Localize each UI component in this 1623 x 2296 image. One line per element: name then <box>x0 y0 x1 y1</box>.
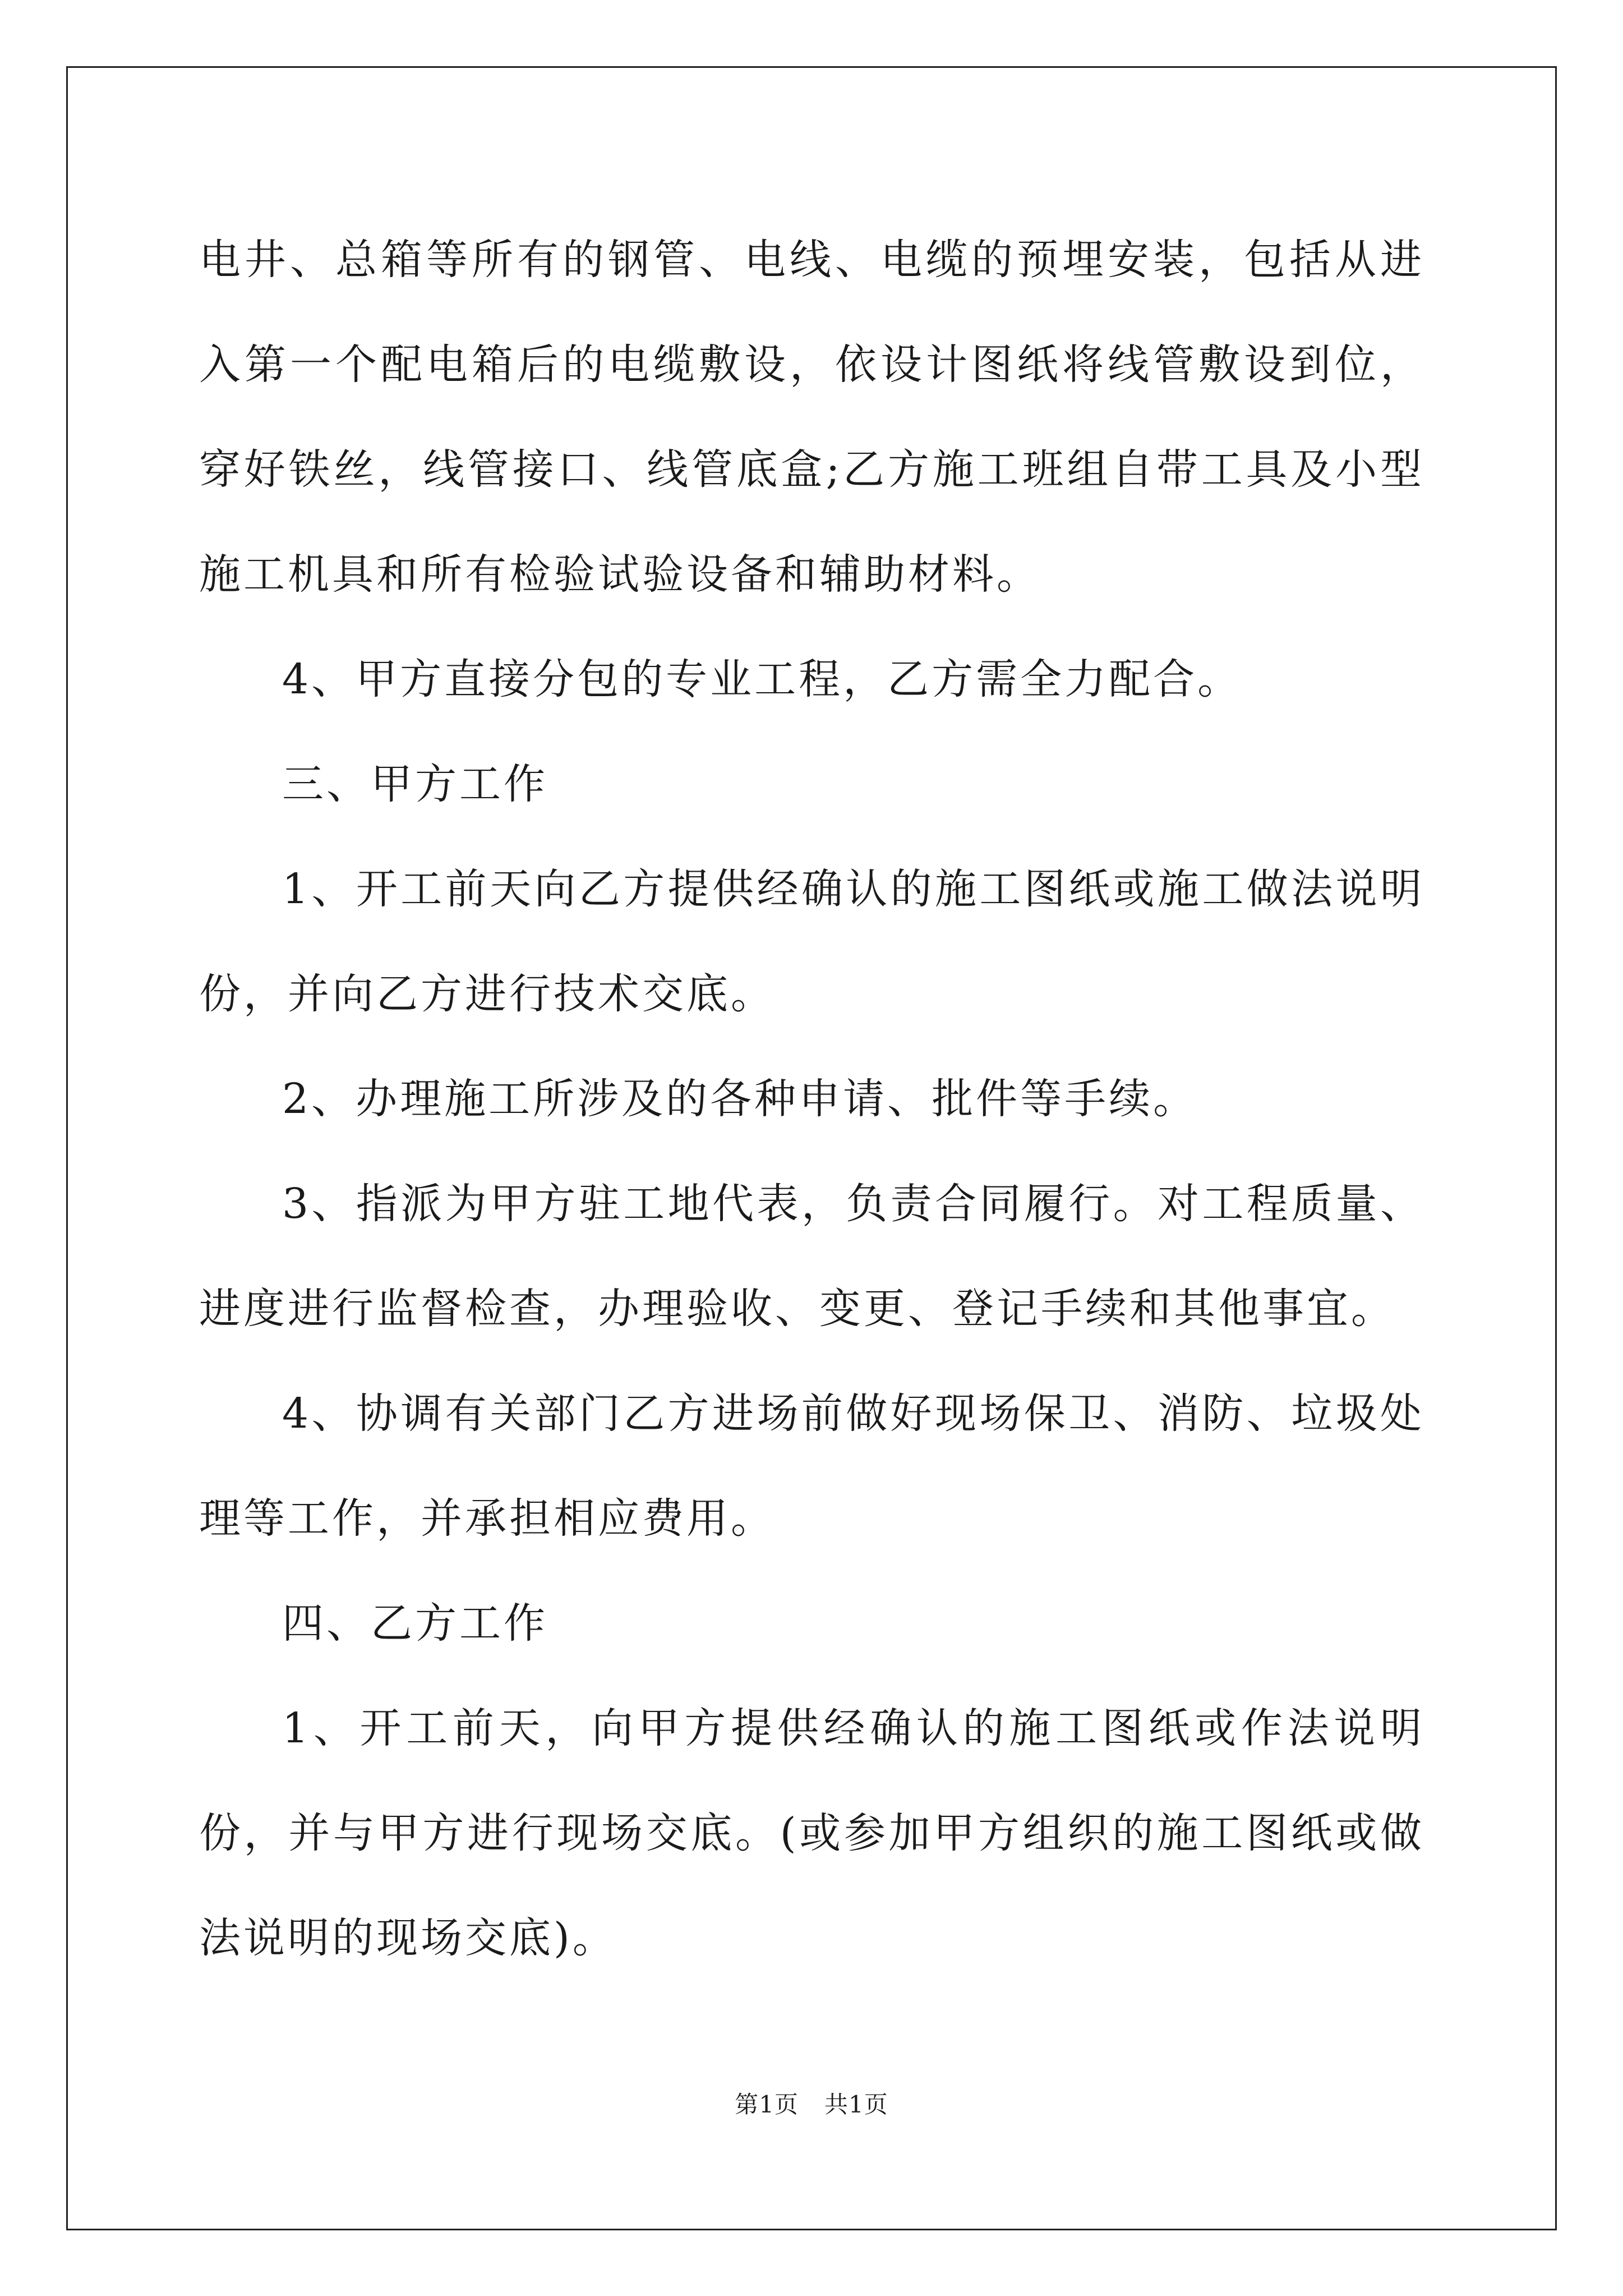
paragraph-section-3-item-1: 1、开工前天向乙方提供经确认的施工图纸或施工做法说明份，并向乙方进行技术交底。 <box>199 865 1424 1018</box>
paragraph-section-3-item-3: 3、指派为甲方驻工地代表，负责合同履行。对工程质量、进度进行监督检查，办理验收、变更、登记手续和其他事宜。 <box>199 1180 1424 1333</box>
paragraph-continued: 电井、总箱等所有的钢管、电线、电缆的预埋安装，包括从进入第一个配电箱后的电缆敷设，依设计图纸将线管敷设到位，穿好铁丝，线管接口、线管底盒;乙方施工班组自带工具及小型施工机具和所有检验试验设备和辅助材料。 <box>199 236 1424 599</box>
page-number-total: 共1页 <box>824 2091 888 2118</box>
section-heading-3: 三、甲方工作 <box>282 760 548 808</box>
page-number-current: 第1页 <box>735 2091 799 2118</box>
paragraph-section-4-item-1: 1、开工前天，向甲方提供经确认的施工图纸或作法说明份，并与甲方进行现场交底。(或参加甲方组织的施工图纸或做法说明的现场交底)。 <box>199 1704 1424 1962</box>
section-heading-4: 四、乙方工作 <box>282 1599 548 1648</box>
document-body <box>199 208 1424 1991</box>
page-footer <box>0 2088 1623 2122</box>
paragraph-section-3-item-4: 4、协调有关部门乙方进场前做好现场保卫、消防、垃圾处理等工作，并承担相应费用。 <box>199 1389 1424 1543</box>
paragraph-section-3-item-2: 2、办理施工所涉及的各种申请、批件等手续。 <box>282 1075 1198 1123</box>
paragraph-item-4: 4、甲方直接分包的专业工程，乙方需全力配合。 <box>282 655 1242 703</box>
